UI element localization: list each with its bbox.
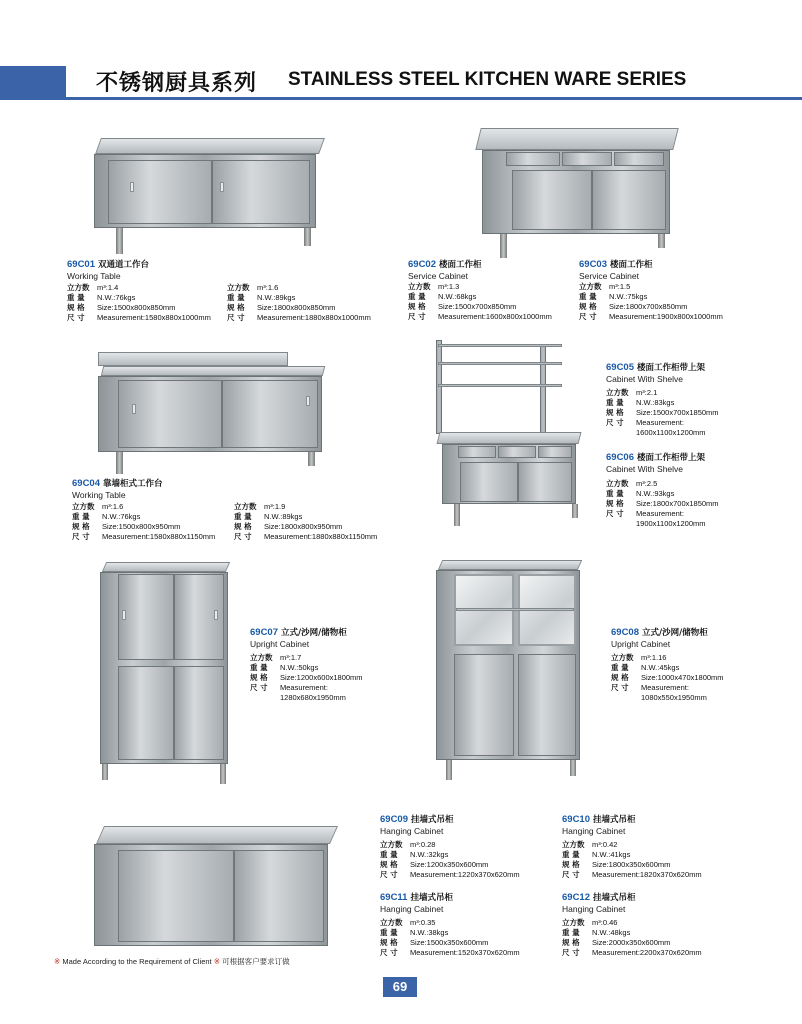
spec-size: Size:1800x800x850mm bbox=[257, 303, 336, 312]
label-volume: 立方数 bbox=[562, 840, 585, 849]
label-weight: 重 量 bbox=[562, 928, 580, 937]
product-code: 69C10 bbox=[562, 814, 590, 825]
label-weight: 重 量 bbox=[250, 663, 268, 672]
footnote bbox=[54, 956, 290, 967]
spec-weight: N.W.:48kgs bbox=[592, 928, 631, 937]
label-volume: 立方数 bbox=[606, 388, 629, 397]
label-volume: 立方数 bbox=[380, 918, 403, 927]
spec-volume: m³:0.28 bbox=[410, 840, 436, 849]
label-weight: 重 量 bbox=[227, 293, 245, 302]
spec-measure: Measurement:1900x800x1000mm bbox=[609, 312, 723, 321]
spec-measure: Measurement:1600x800x1000mm bbox=[438, 312, 552, 321]
spec-size: Size:1500x800x950mm bbox=[102, 522, 181, 531]
spec-weight: N.W.:45kgs bbox=[641, 663, 680, 672]
spec-69c09 bbox=[380, 814, 520, 880]
label-measure: 尺 寸 bbox=[562, 948, 580, 957]
label-size: 规 格 bbox=[234, 522, 252, 531]
product-name-cn: 楼面工作柜 bbox=[439, 260, 482, 270]
product-name-en: Service Cabinet bbox=[408, 271, 469, 281]
product-code: 69C07 bbox=[250, 627, 278, 638]
label-measure: 尺 寸 bbox=[408, 312, 426, 321]
spec-size: Size:1200x600x1800mm bbox=[280, 673, 363, 682]
label-size: 规 格 bbox=[562, 938, 580, 947]
spec-weight: N.W.:75kgs bbox=[609, 292, 648, 301]
product-image-69c05 bbox=[432, 340, 584, 528]
label-measure: 尺 寸 bbox=[250, 683, 268, 692]
label-size: 规 格 bbox=[380, 938, 398, 947]
spec-weight: N.W.:50kgs bbox=[280, 663, 319, 672]
label-weight: 重 量 bbox=[380, 850, 398, 859]
label-measure: 尺 寸 bbox=[67, 313, 85, 322]
spec-69c04 bbox=[72, 478, 163, 501]
asterisk-icon: ※ bbox=[54, 957, 61, 966]
label-weight: 重 量 bbox=[579, 292, 597, 301]
product-code: 69C04 bbox=[72, 478, 100, 489]
label-size: 规 格 bbox=[611, 673, 629, 682]
product-code: 69C09 bbox=[380, 814, 408, 825]
label-measure: 尺 寸 bbox=[72, 532, 90, 541]
label-weight: 重 量 bbox=[380, 928, 398, 937]
spec-measure-label: Measurement: bbox=[641, 683, 689, 692]
label-size: 规 格 bbox=[408, 302, 426, 311]
spec-69c07 bbox=[250, 627, 363, 703]
product-name-en: Service Cabinet bbox=[579, 271, 640, 281]
spec-weight: N.W.:93kgs bbox=[636, 489, 675, 498]
page-number: 69 bbox=[383, 977, 417, 997]
product-image-69c01 bbox=[90, 138, 322, 258]
label-measure: 尺 寸 bbox=[606, 418, 624, 427]
spec-size: Size:1500x700x850mm bbox=[438, 302, 517, 311]
spec-size: Size:1000x470x1800mm bbox=[641, 673, 724, 682]
spec-measure-label: Measurement: bbox=[636, 509, 684, 518]
spec-weight: N.W.:38kgs bbox=[410, 928, 449, 937]
product-image-69c08 bbox=[434, 560, 584, 782]
spec-measure: Measurement:2200x370x620mm bbox=[592, 948, 702, 957]
product-name-en: Cabinet With Shelve bbox=[606, 464, 684, 474]
product-code: 69C05 bbox=[606, 362, 634, 373]
spec-measure: 1600x1100x1200mm bbox=[636, 428, 706, 437]
label-volume: 立方数 bbox=[579, 282, 602, 291]
product-name-en: Hanging Cabinet bbox=[562, 826, 626, 836]
product-image-69c02 bbox=[474, 128, 680, 258]
product-name-en: Cabinet With Shelve bbox=[606, 374, 684, 384]
product-name-cn: 楼面工作柜带上架 bbox=[637, 453, 706, 463]
product-name-cn: 立式/沙网/储物柜 bbox=[281, 628, 347, 638]
spec-69c05 bbox=[606, 362, 719, 438]
spec-weight: N.W.:41kgs bbox=[592, 850, 631, 859]
label-size: 规 格 bbox=[250, 673, 268, 682]
spec-measure: 1080x550x1950mm bbox=[641, 693, 707, 702]
product-name-cn: 楼面工作柜 bbox=[610, 260, 653, 270]
spec-volume: m³:1.16 bbox=[641, 653, 667, 662]
header-underline bbox=[66, 97, 802, 100]
product-name-en: Working Table bbox=[67, 271, 121, 281]
spec-size: Size:1800x800x950mm bbox=[264, 522, 343, 531]
label-weight: 重 量 bbox=[234, 512, 252, 521]
spec-69c01-b bbox=[227, 283, 371, 323]
label-volume: 立方数 bbox=[72, 502, 95, 511]
spec-69c04-b bbox=[234, 502, 377, 542]
spec-volume: m³:1.9 bbox=[264, 502, 286, 511]
label-measure: 尺 寸 bbox=[227, 313, 245, 322]
spec-volume: m³:1.3 bbox=[438, 282, 460, 291]
product-code: 69C12 bbox=[562, 892, 590, 903]
label-size: 规 格 bbox=[606, 408, 624, 417]
spec-weight: N.W.:68kgs bbox=[438, 292, 477, 301]
product-name-en: Working Table bbox=[72, 490, 126, 500]
spec-volume: m³:2.1 bbox=[636, 388, 658, 397]
label-measure: 尺 寸 bbox=[562, 870, 580, 879]
spec-measure: Measurement:1880x880x1000mm bbox=[257, 313, 371, 322]
spec-size: Size:1500x700x1850mm bbox=[636, 408, 719, 417]
label-volume: 立方数 bbox=[606, 479, 629, 488]
product-code: 69C02 bbox=[408, 259, 436, 270]
label-weight: 重 量 bbox=[72, 512, 90, 521]
spec-weight: N.W.:76kgs bbox=[102, 512, 141, 521]
footnote-en: Made According to the Requirement of Client bbox=[62, 957, 212, 966]
spec-volume: m³:1.4 bbox=[97, 283, 119, 292]
product-name-en: Upright Cabinet bbox=[611, 639, 671, 649]
spec-weight: N.W.:89kgs bbox=[264, 512, 303, 521]
spec-volume: m³:1.6 bbox=[102, 502, 124, 511]
product-image-69c04 bbox=[96, 352, 328, 476]
spec-size: Size:1200x350x600mm bbox=[410, 860, 489, 869]
label-size: 规 格 bbox=[606, 499, 624, 508]
product-code: 69C03 bbox=[579, 259, 607, 270]
spec-measure: 1900x1100x1200mm bbox=[636, 519, 706, 528]
spec-volume: m³:1.7 bbox=[280, 653, 302, 662]
product-code: 69C08 bbox=[611, 627, 639, 638]
spec-volume: m³:1.5 bbox=[609, 282, 631, 291]
spec-69c06 bbox=[606, 452, 719, 529]
label-measure: 尺 寸 bbox=[234, 532, 252, 541]
label-weight: 重 量 bbox=[606, 398, 624, 407]
label-volume: 立方数 bbox=[611, 653, 634, 662]
label-volume: 立方数 bbox=[227, 283, 250, 292]
spec-weight: N.W.:76kgs bbox=[97, 293, 136, 302]
spec-69c01 bbox=[67, 259, 149, 282]
label-weight: 重 量 bbox=[606, 489, 624, 498]
spec-weight: N.W.:83kgs bbox=[636, 398, 675, 407]
product-image-69c07 bbox=[98, 562, 232, 784]
label-weight: 重 量 bbox=[408, 292, 426, 301]
label-weight: 重 量 bbox=[611, 663, 629, 672]
product-name-en: Hanging Cabinet bbox=[562, 904, 626, 914]
asterisk-icon: ※ bbox=[213, 957, 221, 966]
product-name-cn: 挂墙式吊柜 bbox=[410, 893, 453, 903]
product-code: 69C06 bbox=[606, 452, 634, 463]
spec-size: Size:1500x800x850mm bbox=[97, 303, 176, 312]
label-measure: 尺 寸 bbox=[611, 683, 629, 692]
product-code: 69C11 bbox=[380, 892, 408, 903]
footnote-cn: 可根据客户要求订做 bbox=[222, 957, 290, 966]
spec-69c10 bbox=[562, 814, 702, 880]
spec-size: Size:1800x350x600mm bbox=[592, 860, 671, 869]
label-volume: 立方数 bbox=[380, 840, 403, 849]
product-name-cn: 挂墙式吊柜 bbox=[593, 893, 636, 903]
page-title-en: STAINLESS STEEL KITCHEN WARE SERIES bbox=[288, 69, 687, 90]
label-measure: 尺 寸 bbox=[579, 312, 597, 321]
product-name-cn: 双通道工作台 bbox=[98, 260, 150, 270]
label-size: 规 格 bbox=[227, 303, 245, 312]
product-name-cn: 挂墙式吊柜 bbox=[593, 815, 636, 825]
spec-volume: m³:1.6 bbox=[257, 283, 279, 292]
spec-69c02 bbox=[408, 259, 552, 322]
label-volume: 立方数 bbox=[250, 653, 273, 662]
spec-weight: N.W.:32kgs bbox=[410, 850, 449, 859]
spec-measure: Measurement:1580x880x1000mm bbox=[97, 313, 211, 322]
spec-69c04-a bbox=[72, 502, 215, 542]
spec-size: Size:1500x350x600mm bbox=[410, 938, 489, 947]
label-measure: 尺 寸 bbox=[380, 948, 398, 957]
label-size: 规 格 bbox=[562, 860, 580, 869]
label-size: 规 格 bbox=[72, 522, 90, 531]
spec-measure: 1280x680x1950mm bbox=[280, 693, 346, 702]
product-name-en: Upright Cabinet bbox=[250, 639, 310, 649]
product-name-cn: 立式/沙网/储物柜 bbox=[642, 628, 708, 638]
label-volume: 立方数 bbox=[67, 283, 90, 292]
product-code: 69C01 bbox=[67, 259, 95, 270]
spec-measure: Measurement:1220x370x620mm bbox=[410, 870, 520, 879]
product-name-en: Hanging Cabinet bbox=[380, 904, 444, 914]
spec-size: Size:1800x700x1850mm bbox=[636, 499, 719, 508]
label-size: 规 格 bbox=[67, 303, 85, 312]
product-name-cn: 靠墙柜式工作台 bbox=[103, 479, 163, 489]
label-volume: 立方数 bbox=[562, 918, 585, 927]
label-size: 规 格 bbox=[579, 302, 597, 311]
label-measure: 尺 寸 bbox=[606, 509, 624, 518]
spec-measure: Measurement:1880x880x1150mm bbox=[264, 532, 378, 541]
product-image-69c09 bbox=[92, 826, 336, 948]
spec-measure: Measurement:1820x370x620mm bbox=[592, 870, 702, 879]
spec-measure-label: Measurement: bbox=[636, 418, 684, 427]
product-name-cn: 楼面工作柜带上架 bbox=[637, 363, 706, 373]
product-name-cn: 挂墙式吊柜 bbox=[411, 815, 454, 825]
spec-measure: Measurement:1520x370x620mm bbox=[410, 948, 520, 957]
label-size: 规 格 bbox=[380, 860, 398, 869]
label-volume: 立方数 bbox=[408, 282, 431, 291]
spec-weight: N.W.:89kgs bbox=[257, 293, 296, 302]
spec-measure: Measurement:1580x880x1150mm bbox=[102, 532, 216, 541]
spec-volume: m³:0.35 bbox=[410, 918, 436, 927]
spec-size: Size:1800x700x850mm bbox=[609, 302, 688, 311]
page-title-cn: 不锈钢厨具系列 bbox=[96, 71, 258, 96]
spec-volume: m³:0.46 bbox=[592, 918, 618, 927]
spec-69c08 bbox=[611, 627, 724, 703]
header-accent-block bbox=[0, 66, 66, 100]
label-measure: 尺 寸 bbox=[380, 870, 398, 879]
label-volume: 立方数 bbox=[234, 502, 257, 511]
spec-size: Size:2000x350x600mm bbox=[592, 938, 671, 947]
spec-69c12 bbox=[562, 892, 702, 958]
product-name-en: Hanging Cabinet bbox=[380, 826, 444, 836]
spec-measure-label: Measurement: bbox=[280, 683, 328, 692]
spec-69c11 bbox=[380, 892, 520, 958]
spec-69c01-a bbox=[67, 283, 211, 323]
spec-volume: m³:2.5 bbox=[636, 479, 658, 488]
label-weight: 重 量 bbox=[67, 293, 85, 302]
spec-69c03 bbox=[579, 259, 723, 322]
spec-volume: m³:0.42 bbox=[592, 840, 618, 849]
label-weight: 重 量 bbox=[562, 850, 580, 859]
